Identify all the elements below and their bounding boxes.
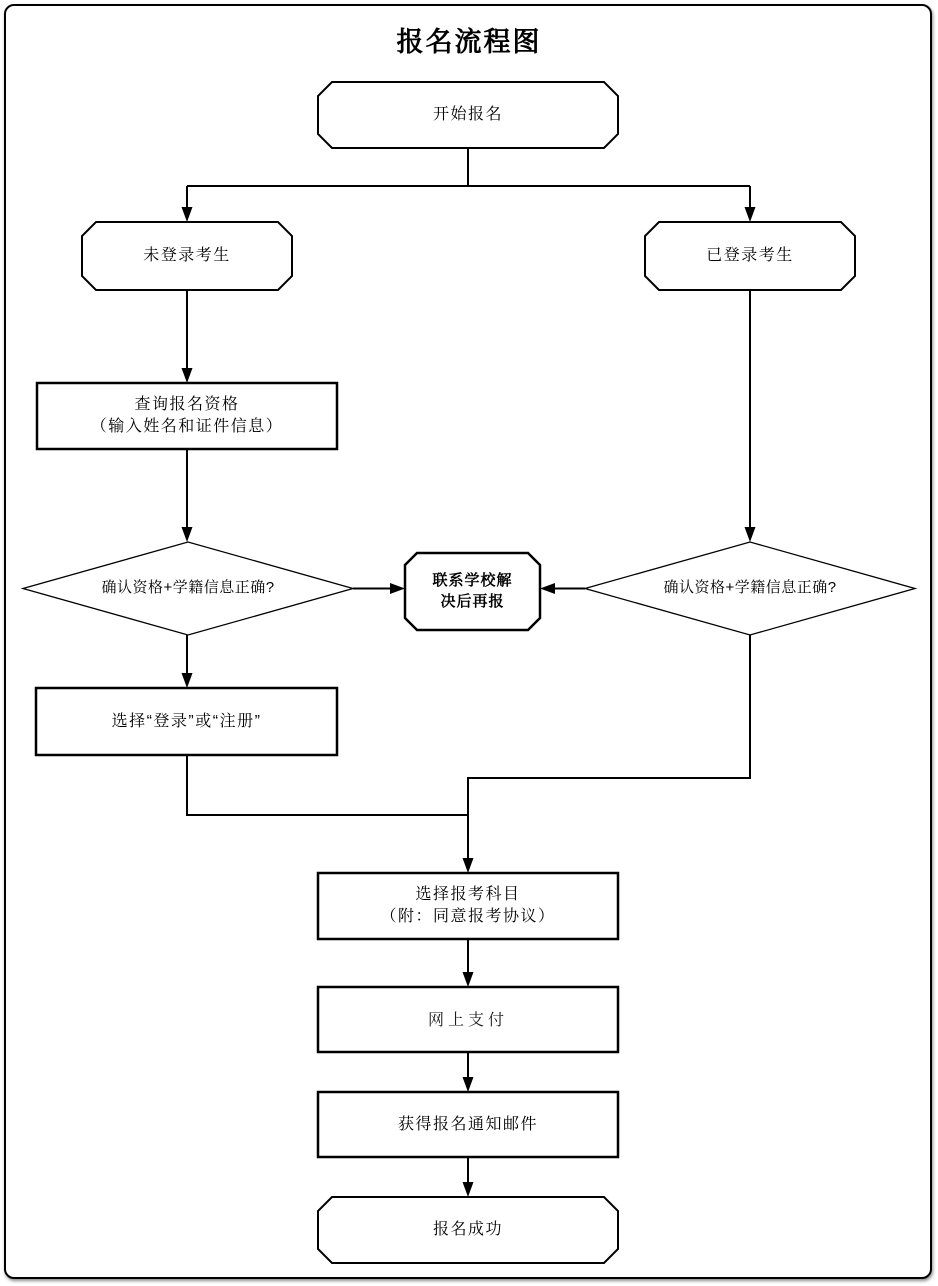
arrowhead-icon [463,972,474,987]
arrowhead-icon [390,583,405,594]
query-eligibility-line1: 查询报名资格 [134,396,240,414]
arrowhead-icon [182,207,193,222]
left-decision-node-shape [23,542,353,635]
left-decision-node-label: 确认资格+学籍信息正确? [101,579,275,597]
not-logged-in-node-label: 未登录考生 [143,247,231,265]
contact-school-node-shape [405,553,540,630]
arrowhead-icon [182,527,193,542]
right-decision-node-label: 确认资格+学籍信息正确? [663,579,837,597]
start-node-label: 开始报名 [432,106,503,124]
notify-email-node-label: 获得报名通知邮件 [397,1115,538,1133]
right-decision-node-shape [585,542,915,635]
success-node-shape [318,1197,618,1263]
page-title: 报名流程图 [396,27,542,57]
query-eligibility-line2: （输入姓名和证件信息） [90,418,284,435]
arrowhead-icon [182,368,193,383]
arrowhead-icon [745,527,756,542]
contact-school-line1: 联系学校解 [432,572,513,590]
logged-in-node-shape [645,222,855,290]
choose-subjects-line2: （附：同意报考协议） [380,908,556,925]
choose-subjects-line1: 选择报考科目 [415,886,521,904]
arrowhead-icon [745,207,756,222]
online-payment-node-label: 网上支付 [427,1009,508,1029]
arrowhead-icon [540,583,555,594]
arrowhead-icon [182,673,193,688]
start-node-shape [318,82,618,148]
success-node-label: 报名成功 [432,1221,503,1239]
choose-subjects-node-shape [318,873,618,939]
edge-rightdecision-merge [468,635,750,859]
edge-chooselogin-merge [187,755,468,815]
choose-login-node-shape [36,688,337,755]
choose-login-node-label: 选择“登录”或“注册” [111,712,262,730]
arrowhead-icon [463,858,474,873]
not-logged-in-node-shape [82,222,292,290]
query-eligibility-node-shape [37,383,337,449]
edge-start-split [187,148,750,208]
arrowhead-icon [463,1182,474,1197]
arrowhead-icon [463,1077,474,1092]
logged-in-node-label: 已登录考生 [706,247,794,265]
contact-school-line2: 决后再报 [440,592,505,610]
notify-email-node-shape [318,1092,618,1157]
online-payment-node-shape [318,987,618,1052]
